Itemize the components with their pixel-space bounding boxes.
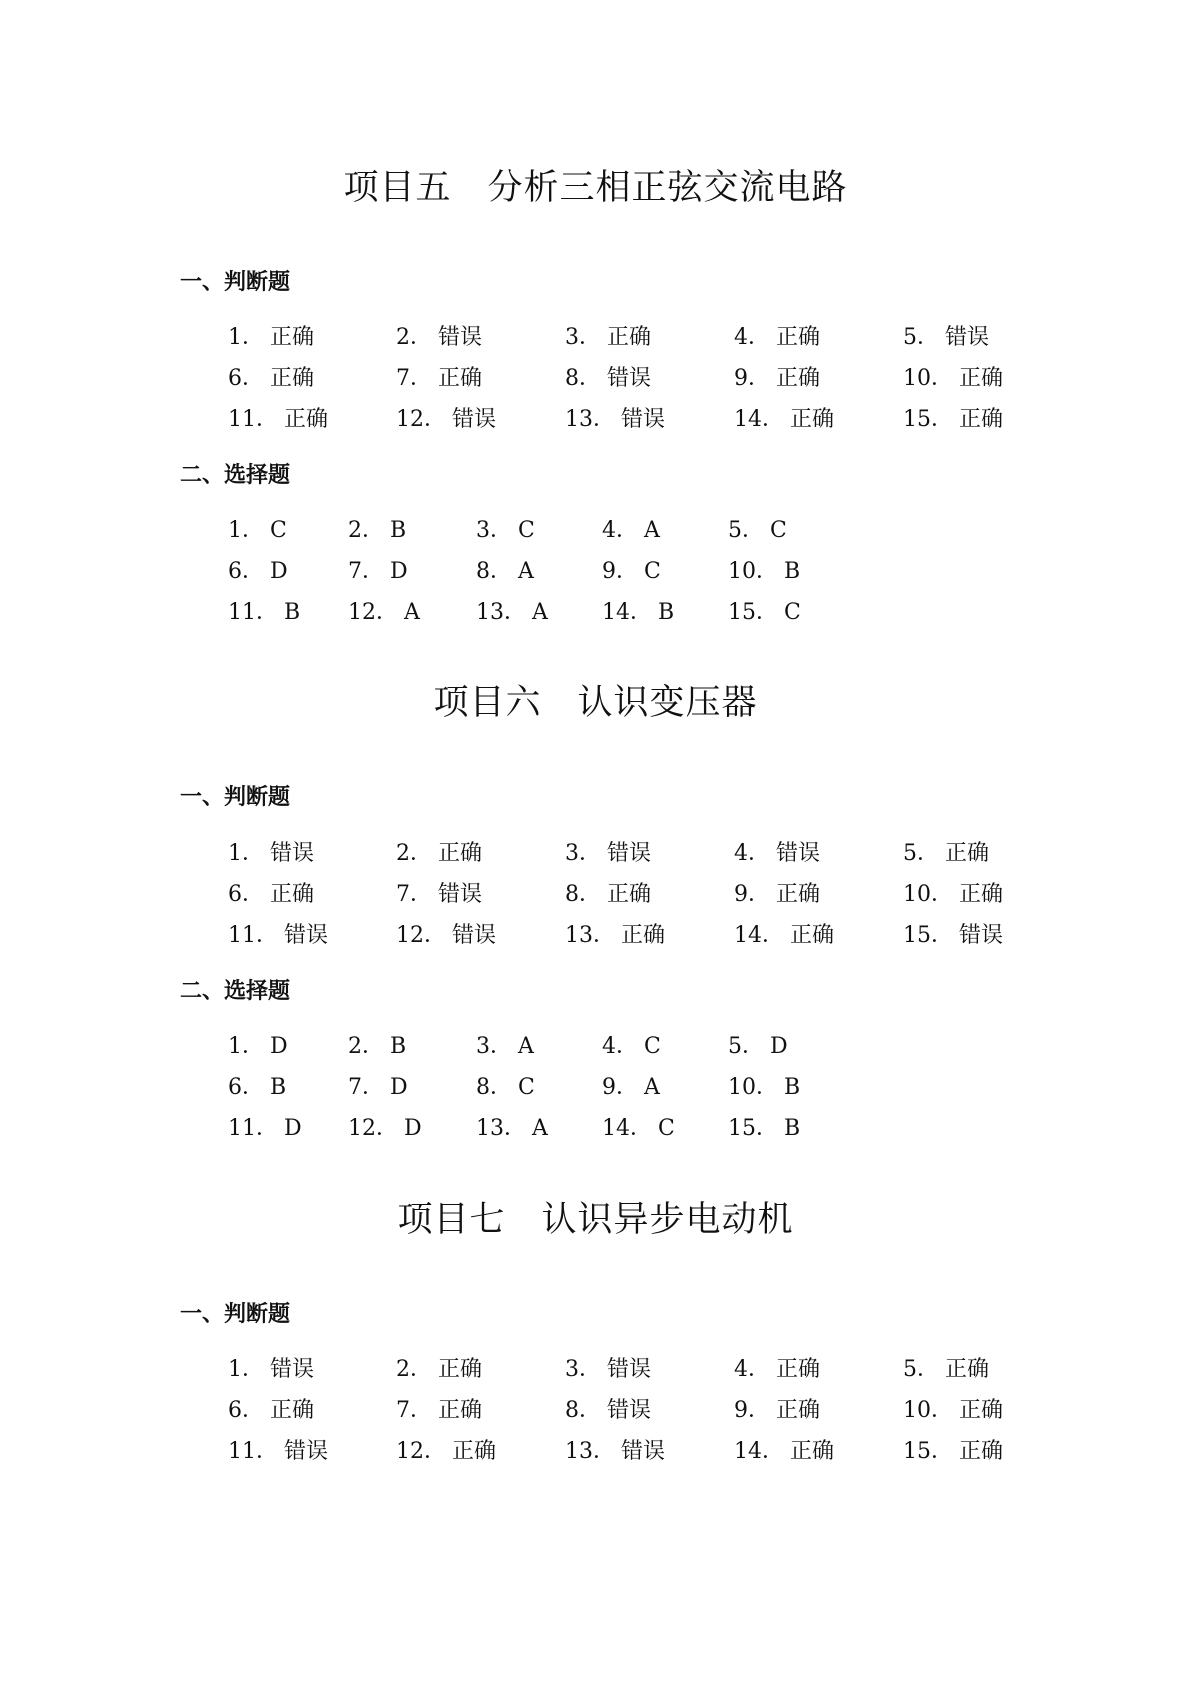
question-number: 1． xyxy=(228,1034,264,1059)
answer-value: 错误 xyxy=(776,841,821,866)
question-number: 4． xyxy=(734,841,770,866)
answer-item xyxy=(348,1029,406,1060)
answer-item xyxy=(565,836,651,867)
question-number: 6． xyxy=(228,882,264,907)
answer-item xyxy=(734,320,820,351)
answer-item xyxy=(228,1393,314,1424)
question-number: 1． xyxy=(228,841,264,866)
answer-item xyxy=(903,1393,1003,1424)
answer-item xyxy=(734,361,820,392)
project-title: 项目五 分析三相正弦交流电路 xyxy=(343,168,848,208)
question-number: 8． xyxy=(476,1075,512,1100)
answer-value: A xyxy=(532,600,548,625)
answer-item xyxy=(396,836,482,867)
question-number: 1． xyxy=(228,1357,264,1382)
question-number: 14． xyxy=(734,923,784,948)
answer-value: A xyxy=(532,1116,548,1141)
answer-value: B xyxy=(784,559,801,584)
answer-item xyxy=(734,918,834,949)
answer-value: 正确 xyxy=(959,882,1004,907)
answer-item xyxy=(602,554,661,585)
answer-value: 错误 xyxy=(959,923,1004,948)
answer-item xyxy=(476,595,548,626)
answer-item xyxy=(602,1070,660,1101)
section-title-judge: 一、判断题 xyxy=(180,270,291,295)
answer-value: 错误 xyxy=(621,1439,666,1464)
answer-item xyxy=(228,402,328,433)
answer-value: 错误 xyxy=(945,325,990,350)
question-number: 15． xyxy=(903,923,953,948)
answer-value: D xyxy=(404,1116,422,1141)
answer-value: C xyxy=(518,1075,535,1100)
question-number: 3． xyxy=(565,841,601,866)
answer-value: 正确 xyxy=(284,407,329,432)
answer-item xyxy=(602,513,660,544)
answer-value: B xyxy=(270,1075,287,1100)
question-number: 11． xyxy=(228,1439,278,1464)
question-number: 1． xyxy=(228,325,264,350)
answer-item xyxy=(728,513,787,544)
answer-item xyxy=(903,361,1003,392)
answer-value: 正确 xyxy=(607,325,652,350)
question-number: 13． xyxy=(565,923,615,948)
answer-value: 正确 xyxy=(790,1439,835,1464)
answer-value: 正确 xyxy=(945,841,990,866)
answer-item xyxy=(903,402,1003,433)
answer-value: 正确 xyxy=(790,923,835,948)
answer-value: 正确 xyxy=(776,1357,821,1382)
answer-item xyxy=(476,513,535,544)
answer-value: D xyxy=(270,559,288,584)
answer-item xyxy=(228,918,328,949)
answer-value: A xyxy=(644,1075,660,1100)
answer-item xyxy=(228,554,288,585)
question-number: 5． xyxy=(903,1357,939,1382)
question-number: 14． xyxy=(734,1439,784,1464)
answer-item xyxy=(602,1111,675,1142)
question-number: 8． xyxy=(565,366,601,391)
question-number: 3． xyxy=(565,325,601,350)
question-number: 2． xyxy=(396,1357,432,1382)
answer-item xyxy=(476,1111,548,1142)
section-title-judge: 一、判断题 xyxy=(180,785,291,810)
answer-item xyxy=(565,320,651,351)
answer-item xyxy=(903,320,989,351)
answer-item xyxy=(565,1352,651,1383)
question-number: 10． xyxy=(903,882,953,907)
answer-item xyxy=(565,877,651,908)
answer-value: D xyxy=(270,1034,288,1059)
answer-item xyxy=(903,1434,1003,1465)
answer-value: 错误 xyxy=(607,1398,652,1423)
answer-value: C xyxy=(270,518,287,543)
question-number: 7． xyxy=(348,559,384,584)
answer-item xyxy=(396,1393,482,1424)
answer-value: 正确 xyxy=(607,882,652,907)
answer-value: B xyxy=(284,600,301,625)
answer-value: 正确 xyxy=(959,407,1004,432)
answer-value: 正确 xyxy=(776,1398,821,1423)
answer-item xyxy=(228,1434,328,1465)
answer-item xyxy=(228,836,314,867)
question-number: 9． xyxy=(734,366,770,391)
answer-item xyxy=(476,1070,535,1101)
answer-item xyxy=(348,1111,422,1142)
question-number: 10． xyxy=(728,1075,778,1100)
question-number: 10． xyxy=(903,1398,953,1423)
answer-item xyxy=(565,1434,665,1465)
question-number: 14． xyxy=(602,1116,652,1141)
question-number: 11． xyxy=(228,923,278,948)
answer-item xyxy=(228,1111,302,1142)
question-number: 2． xyxy=(396,325,432,350)
answer-value: 错误 xyxy=(270,1357,315,1382)
answer-value: 正确 xyxy=(270,1398,315,1423)
question-number: 9． xyxy=(602,1075,638,1100)
answer-item xyxy=(228,513,287,544)
answer-item xyxy=(734,836,820,867)
question-number: 13． xyxy=(476,600,526,625)
answer-item xyxy=(565,361,651,392)
question-number: 9． xyxy=(734,1398,770,1423)
question-number: 8． xyxy=(565,1398,601,1423)
answer-value: 正确 xyxy=(776,325,821,350)
answer-item xyxy=(734,1352,820,1383)
answer-value: C xyxy=(784,600,801,625)
answer-value: 错误 xyxy=(438,882,483,907)
answer-value: C xyxy=(644,559,661,584)
question-number: 14． xyxy=(602,600,652,625)
question-number: 13． xyxy=(476,1116,526,1141)
answer-item xyxy=(602,1029,661,1060)
question-number: 3． xyxy=(476,1034,512,1059)
answer-value: D xyxy=(284,1116,302,1141)
question-number: 3． xyxy=(565,1357,601,1382)
answer-item xyxy=(396,402,496,433)
question-number: 10． xyxy=(728,559,778,584)
question-number: 2． xyxy=(348,518,384,543)
answer-value: 正确 xyxy=(438,1357,483,1382)
answer-item xyxy=(396,918,496,949)
question-number: 7． xyxy=(396,366,432,391)
answer-value: A xyxy=(518,559,534,584)
question-number: 2． xyxy=(348,1034,384,1059)
answer-item xyxy=(476,554,534,585)
question-number: 1． xyxy=(228,518,264,543)
answer-item xyxy=(476,1029,534,1060)
answer-value: 错误 xyxy=(284,1439,329,1464)
answer-item xyxy=(903,1352,989,1383)
answer-item xyxy=(348,513,406,544)
answer-item xyxy=(348,595,420,626)
question-number: 5． xyxy=(728,1034,764,1059)
answer-value: C xyxy=(770,518,787,543)
question-number: 4． xyxy=(602,518,638,543)
answer-value: B xyxy=(784,1075,801,1100)
answer-item xyxy=(396,877,482,908)
answer-value: 错误 xyxy=(452,923,497,948)
question-number: 6． xyxy=(228,366,264,391)
question-number: 9． xyxy=(734,882,770,907)
answer-item xyxy=(228,877,314,908)
question-number: 13． xyxy=(565,407,615,432)
section-title-choice: 二、选择题 xyxy=(180,463,291,488)
question-number: 7． xyxy=(396,882,432,907)
question-number: 15． xyxy=(903,1439,953,1464)
answer-value: 正确 xyxy=(438,366,483,391)
answer-item xyxy=(734,877,820,908)
question-number: 6． xyxy=(228,559,264,584)
answer-value: 错误 xyxy=(607,1357,652,1382)
answer-value: D xyxy=(770,1034,788,1059)
answer-item xyxy=(903,836,989,867)
answer-item xyxy=(565,1393,651,1424)
answer-value: 正确 xyxy=(438,841,483,866)
answer-value: 正确 xyxy=(959,366,1004,391)
answer-item xyxy=(396,320,482,351)
answer-value: B xyxy=(390,518,407,543)
answer-value: 正确 xyxy=(270,882,315,907)
answer-value: B xyxy=(658,600,675,625)
answer-value: D xyxy=(390,1075,408,1100)
question-number: 8． xyxy=(565,882,601,907)
question-number: 15． xyxy=(728,600,778,625)
question-number: 11． xyxy=(228,407,278,432)
question-number: 12． xyxy=(396,923,446,948)
answer-item xyxy=(728,1029,788,1060)
answer-value: 错误 xyxy=(607,366,652,391)
answer-item xyxy=(565,402,665,433)
answer-value: 正确 xyxy=(270,325,315,350)
answer-value: 错误 xyxy=(270,841,315,866)
answer-value: 正确 xyxy=(438,1398,483,1423)
answer-item xyxy=(734,1393,820,1424)
question-number: 5． xyxy=(728,518,764,543)
question-number: 7． xyxy=(396,1398,432,1423)
answer-item xyxy=(228,361,314,392)
question-number: 12． xyxy=(348,600,398,625)
question-number: 13． xyxy=(565,1439,615,1464)
question-number: 3． xyxy=(476,518,512,543)
question-number: 12． xyxy=(396,1439,446,1464)
question-number: 11． xyxy=(228,600,278,625)
question-number: 5． xyxy=(903,841,939,866)
answer-value: A xyxy=(404,600,420,625)
question-number: 9． xyxy=(602,559,638,584)
question-number: 2． xyxy=(396,841,432,866)
answer-value: 错误 xyxy=(438,325,483,350)
answer-value: 正确 xyxy=(790,407,835,432)
question-number: 15． xyxy=(728,1116,778,1141)
answer-value: 正确 xyxy=(776,366,821,391)
answer-value: 错误 xyxy=(621,407,666,432)
project-title: 项目七 认识异步电动机 xyxy=(397,1200,794,1240)
answer-item xyxy=(728,595,801,626)
answer-value: 错误 xyxy=(607,841,652,866)
answer-item xyxy=(228,595,300,626)
answer-value: 正确 xyxy=(945,1357,990,1382)
answer-value: C xyxy=(658,1116,675,1141)
answer-item xyxy=(228,1352,314,1383)
question-number: 8． xyxy=(476,559,512,584)
answer-item xyxy=(228,1029,288,1060)
answer-item xyxy=(734,1434,834,1465)
question-number: 6． xyxy=(228,1398,264,1423)
answer-item xyxy=(228,320,314,351)
answer-value: 正确 xyxy=(959,1439,1004,1464)
answer-item xyxy=(728,554,800,585)
question-number: 5． xyxy=(903,325,939,350)
question-number: 11． xyxy=(228,1116,278,1141)
answer-item xyxy=(728,1070,800,1101)
answer-item xyxy=(348,1070,408,1101)
answer-value: 正确 xyxy=(959,1398,1004,1423)
question-number: 7． xyxy=(348,1075,384,1100)
answer-value: 正确 xyxy=(452,1439,497,1464)
answer-value: A xyxy=(644,518,660,543)
section-title-choice: 二、选择题 xyxy=(180,979,291,1004)
answer-value: 错误 xyxy=(452,407,497,432)
question-number: 15． xyxy=(903,407,953,432)
question-number: 12． xyxy=(396,407,446,432)
answer-value: A xyxy=(518,1034,534,1059)
answer-value: B xyxy=(390,1034,407,1059)
answer-value: B xyxy=(784,1116,801,1141)
answer-item xyxy=(734,402,834,433)
answer-value: 正确 xyxy=(621,923,666,948)
answer-item xyxy=(348,554,408,585)
answer-item xyxy=(396,361,482,392)
question-number: 4． xyxy=(602,1034,638,1059)
question-number: 12． xyxy=(348,1116,398,1141)
answer-value: D xyxy=(390,559,408,584)
question-number: 4． xyxy=(734,325,770,350)
question-number: 10． xyxy=(903,366,953,391)
section-title-judge: 一、判断题 xyxy=(180,1302,291,1327)
project-title: 项目六 认识变压器 xyxy=(433,683,758,723)
answer-item xyxy=(396,1352,482,1383)
answer-item xyxy=(228,1070,286,1101)
answer-value: 正确 xyxy=(270,366,315,391)
question-number: 4． xyxy=(734,1357,770,1382)
question-number: 6． xyxy=(228,1075,264,1100)
answer-item xyxy=(565,918,665,949)
answer-value: 错误 xyxy=(284,923,329,948)
answer-value: 正确 xyxy=(776,882,821,907)
answer-value: C xyxy=(518,518,535,543)
answer-item xyxy=(903,918,1003,949)
answer-value: C xyxy=(644,1034,661,1059)
answer-item xyxy=(396,1434,496,1465)
question-number: 14． xyxy=(734,407,784,432)
answer-item xyxy=(602,595,674,626)
answer-item xyxy=(728,1111,800,1142)
answer-item xyxy=(903,877,1003,908)
